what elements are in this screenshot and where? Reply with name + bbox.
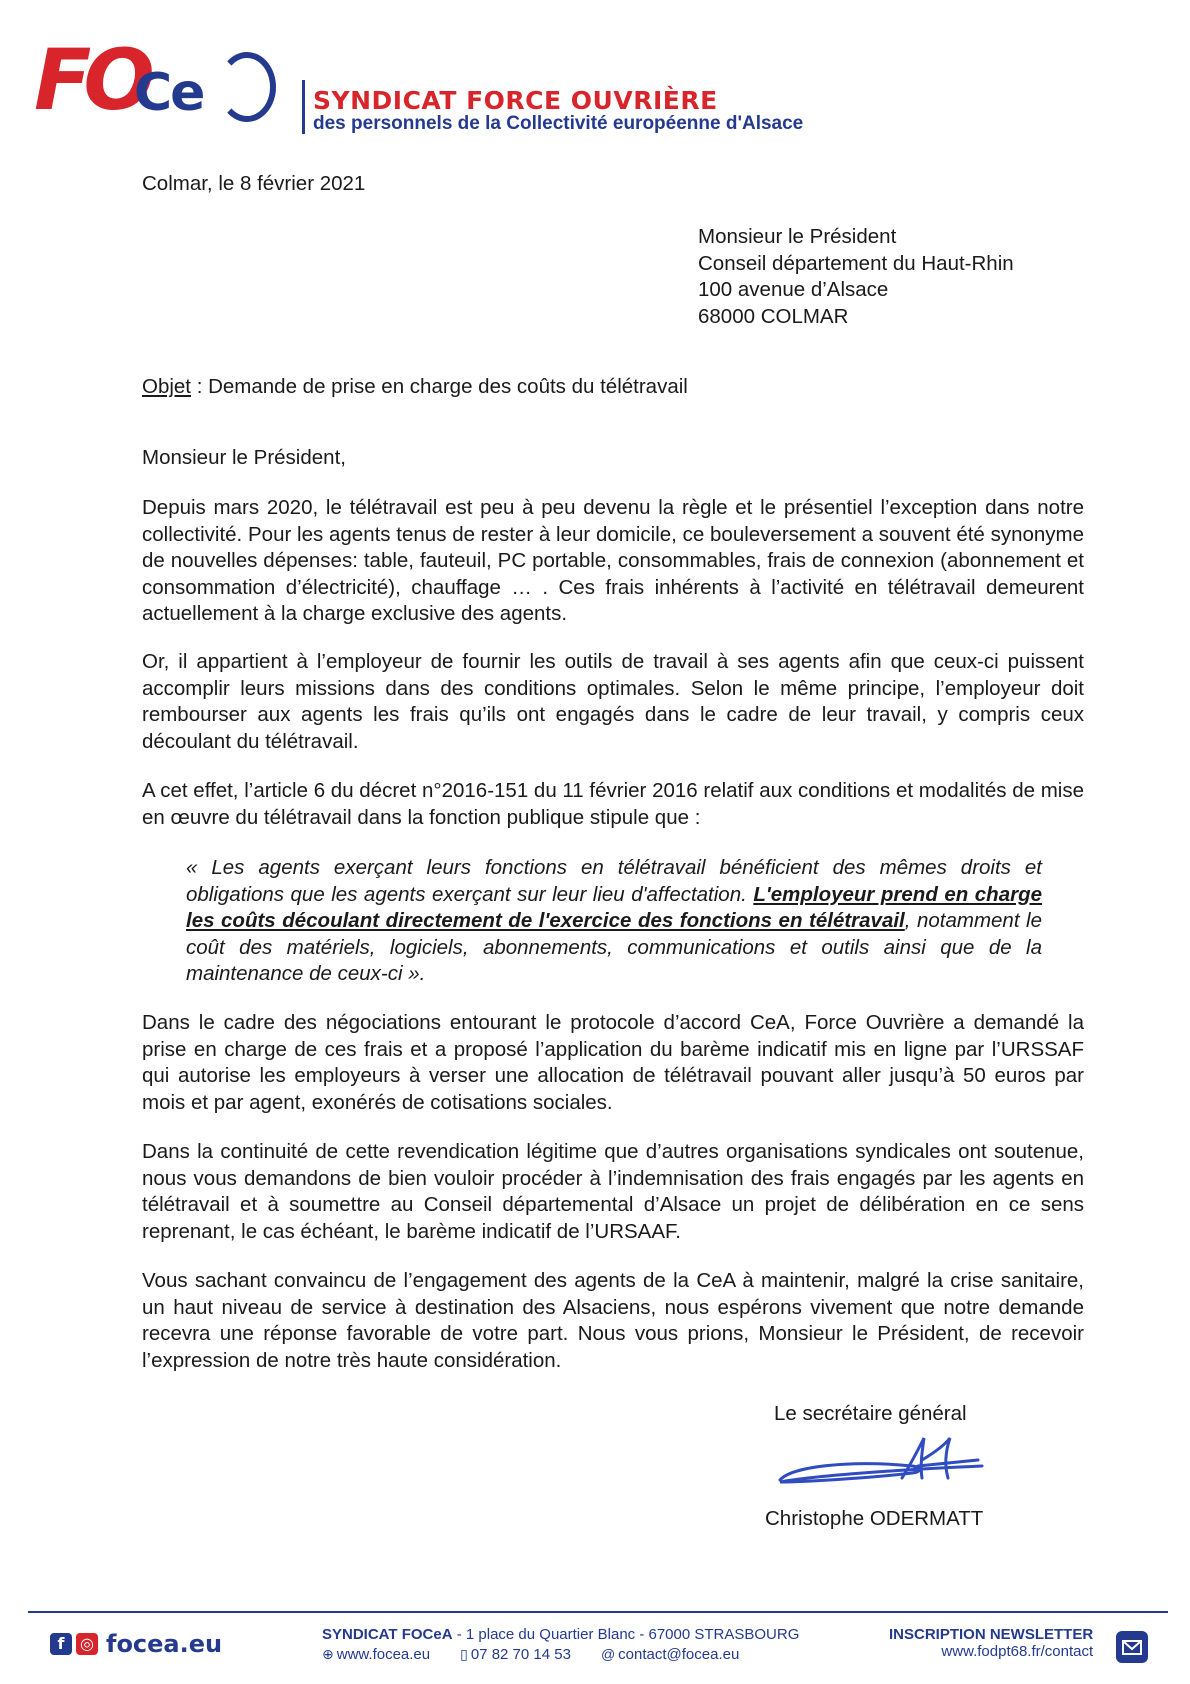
decree-quote	[186, 855, 1042, 988]
newsletter-link[interactable]: www.fodpt68.fr/contact	[941, 1643, 1094, 1660]
quote-text-start: « Les agents exerçant leurs fonctions en télétravail bénéficient des mêmes droits et obligations que les agents exerçant sur leur lieu d'affectation.	[186, 856, 1042, 906]
globe-icon: ⊕	[322, 1646, 334, 1662]
logo-a-ring	[218, 52, 276, 122]
address-line: Conseil département du Haut-Rhin	[698, 251, 1014, 275]
quote-text-end: , notamment le coût des matériels, logiciels, abonnements, communications et outils ainsi que de la maintenance de ceux-ci ».	[186, 909, 1043, 985]
footer-social	[50, 1630, 222, 1658]
letter-greeting: Monsieur le Président,	[142, 446, 346, 469]
header-title: SYNDICAT FORCE OUVRIÈRE	[313, 86, 718, 115]
address-line: 68000 COLMAR	[698, 304, 849, 328]
paragraph-3: A cet effet, l’article 6 du décret n°2016-151 du 11 février 2016 relatif aux conditions et modalités de mise en œuvre du télétravail dans la fonction publique stipule que :	[142, 779, 1084, 829]
footer-contact	[322, 1626, 799, 1663]
signatory-title: Le secrétaire général	[774, 1402, 967, 1425]
instagram-icon[interactable]: ◎	[76, 1633, 98, 1655]
paragraph-6: Vous sachant convaincu de l’engagement des agents de la CeA à maintenir, malgré la crise sanitaire, un haut niveau de service à destination des Alsaciens, nous espérons vivement que notre demande recevra une réponse favorable de votre part. Nous vous prions, Monsieur le Président, de recevoir l’expression de notre très haute considération.	[142, 1269, 1084, 1372]
footer-site-link[interactable]: focea.eu	[106, 1630, 223, 1658]
newsletter-label: INSCRIPTION NEWSLETTER	[889, 1626, 1094, 1643]
phone-icon: ▯	[460, 1646, 468, 1662]
footer-org-address: - 1 place du Quartier Blanc - 67000 STRASBOURG	[452, 1626, 800, 1643]
logo-fo-text: FO	[34, 31, 147, 129]
footer-org-name: SYNDICAT FOCeA	[322, 1626, 453, 1643]
footer-newsletter	[889, 1626, 1093, 1660]
paragraph-4: Dans le cadre des négociations entourant le protocole d’accord CeA, Force Ouvrière a demandé la prise en charge de ces frais et a proposé l’application du barème indicatif mis en ligne par l’URSSAF qui autorise les employeurs à verser une allocation de télétravail pouvant aller jusqu’à 50 euros par mois et par agent, exonérés de cotisations sociales.	[142, 1011, 1084, 1114]
paragraph-5: Dans la continuité de cette revendication légitime que d’autres organisations syndicales ont soutenue, nous vous demandons de bien vouloir procéder à l’indemnisation des frais engagés par les agents en télétravail et à soumettre au Conseil départemental d’Alsace un projet de délibération en ce sens reprenant, le cas échéant, le barème indicatif de l’URSAAF.	[142, 1140, 1084, 1243]
quote-emphasis: L'employeur prend en charge les coûts découlant directement de l'exercice des fonctions en télétravail	[186, 882, 1043, 932]
handwritten-signature	[772, 1432, 992, 1500]
paragraph-1: Depuis mars 2020, le télétravail est peu à peu devenu la règle et le présentiel l’exception dans notre collectivité. Pour les agents tenus de rester à leur domicile, ce bouleversement a souvent été synonyme de nouvelles dépenses: table, fauteuil, PC portable, consommables, frais de connexion (abonnement et consommation d’électricité), chauffage … . Ces frais inhérents à l’activité en télétravail demeurent actuellement à la charge exclusive des agents.	[142, 496, 1084, 625]
facebook-icon[interactable]: f	[50, 1633, 72, 1655]
footer-divider	[28, 1611, 1168, 1613]
focea-logo	[34, 31, 284, 136]
header-divider	[302, 80, 305, 134]
signatory-name: Christophe ODERMATT	[765, 1507, 984, 1530]
subject-label: Objet	[142, 375, 191, 398]
logo-cea-text: Ce	[134, 63, 204, 123]
footer-phone[interactable]: 07 82 70 14 53	[470, 1646, 571, 1663]
letter-date: Colmar, le 8 février 2021	[142, 172, 366, 195]
address-line: Monsieur le Président	[698, 225, 897, 248]
recipient-address	[698, 224, 1014, 330]
paragraph-2: Or, il appartient à l’employeur de fournir les outils de travail à ses agents afin que ceux-ci puissent accomplir leurs missions dans des conditions optimales. Selon le même principe, l’employeur doit rembourser aux agents les frais qu’ils ont engagés dans le cadre de leur travail, y compris ceux découlant du télétravail.	[142, 650, 1084, 753]
address-line: 100 avenue d’Alsace	[698, 278, 889, 301]
subject-text: : Demande de prise en charge des coûts du télétravail	[191, 375, 688, 398]
envelope-icon[interactable]	[1116, 1631, 1148, 1663]
footer-email-link[interactable]: contact@focea.eu	[618, 1646, 740, 1663]
at-icon: @	[600, 1646, 616, 1662]
letter-subject	[142, 374, 688, 401]
header-subtitle: des personnels de la Collectivité européenne d'Alsace	[313, 113, 804, 134]
footer-web-link[interactable]: www.focea.eu	[336, 1646, 431, 1663]
